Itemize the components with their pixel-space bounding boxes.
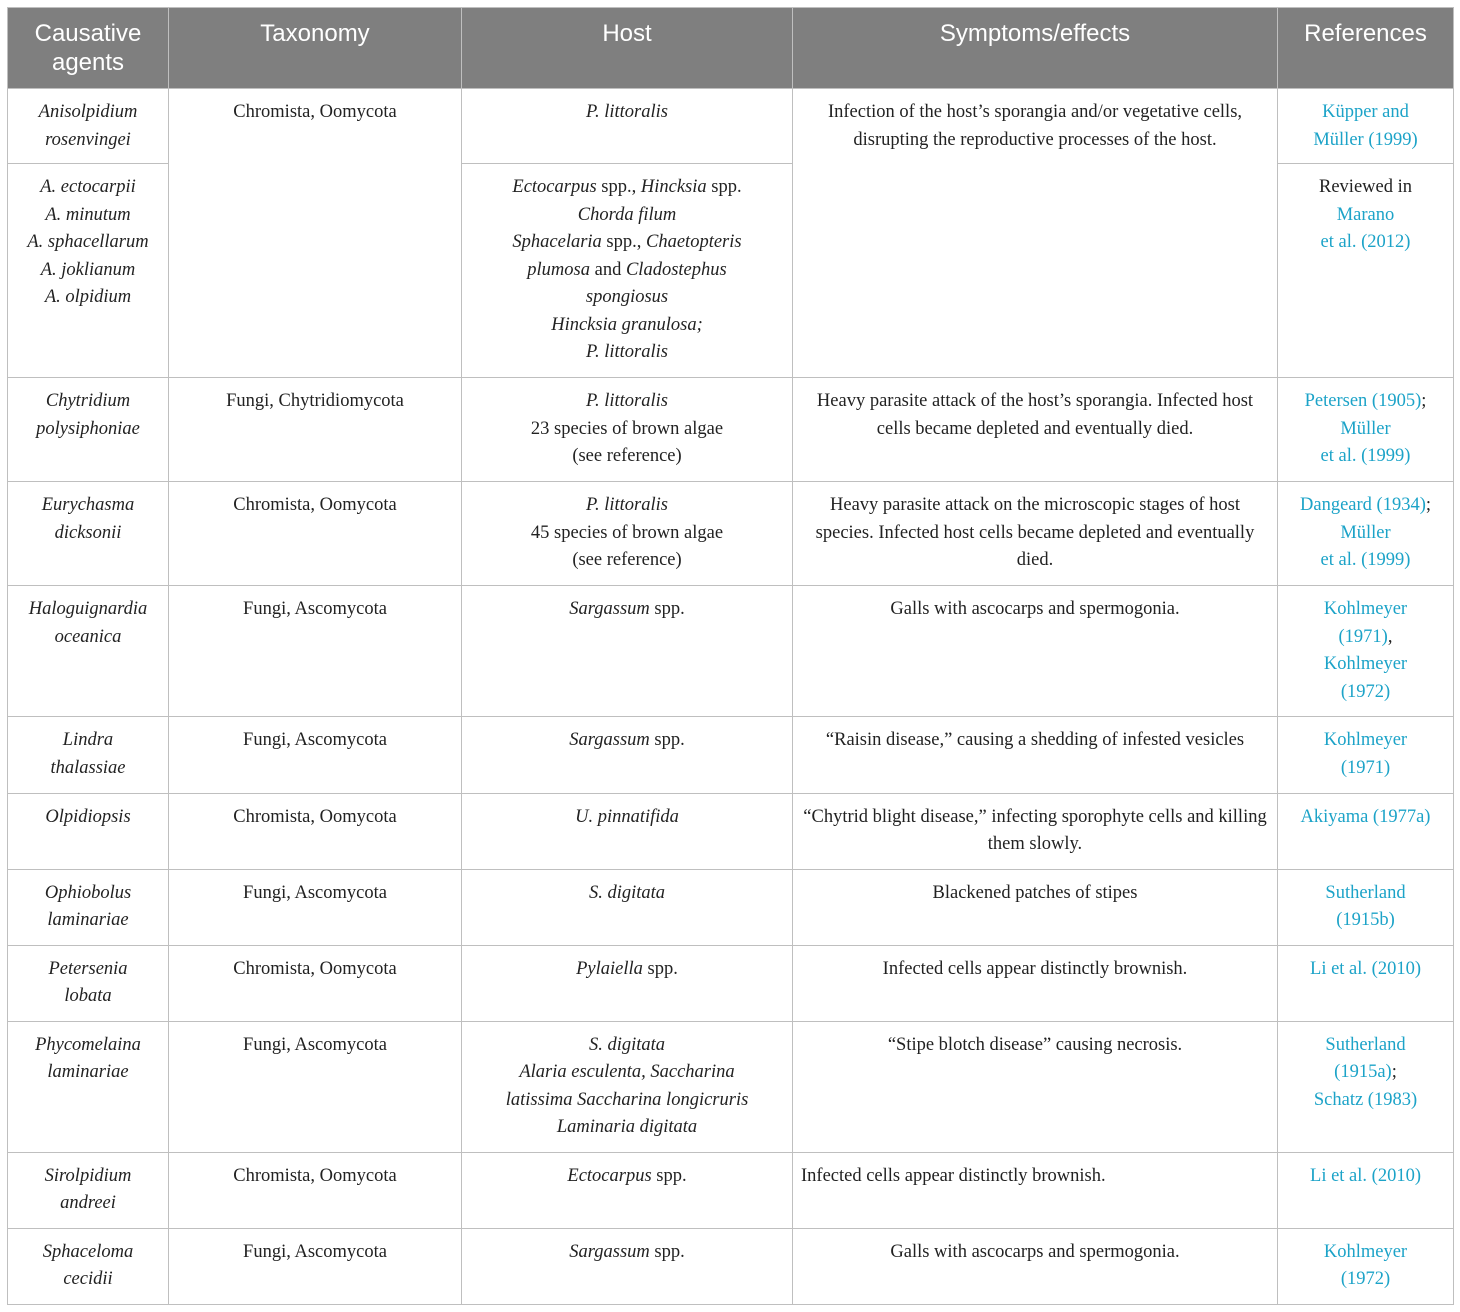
symptoms-cell: Heavy parasite attack of the host’s sporangia. Infected host cells became depleted and eventually died. xyxy=(793,378,1278,482)
host-species: P. littoralis xyxy=(586,102,668,122)
reference-link[interactable]: et al. (1999) xyxy=(1320,446,1411,467)
agent-name-line: Haloguignardia xyxy=(28,599,148,620)
symptoms-cell: Galls with ascocarps and spermogonia. xyxy=(793,586,1278,717)
host-species: Cladostephus xyxy=(625,259,727,280)
taxonomy-cell: Fungi, Ascomycota xyxy=(169,1228,462,1304)
agent-name-line: rosenvingei xyxy=(45,129,131,150)
reference-line xyxy=(1286,1059,1445,1087)
agent-name-line: A. joklianum xyxy=(40,259,136,280)
symptoms-cell: Infection of the host’s sporangia and/or vegetative cells, disrupting the reproductive processes of the host. xyxy=(793,89,1278,378)
reference-link[interactable]: Akiyama (1977a) xyxy=(1300,806,1431,827)
host-text: spp., xyxy=(596,177,641,198)
reference-link[interactable]: (1915a) xyxy=(1334,1062,1392,1083)
host-text: spp. xyxy=(642,958,678,979)
host-species: Hincksia xyxy=(640,177,707,198)
reference-line xyxy=(1286,99,1445,127)
agent-name-line: Sirolpidium xyxy=(44,1165,132,1186)
host-line xyxy=(470,1087,784,1115)
reference-line xyxy=(1286,127,1445,155)
agent-cell xyxy=(8,869,169,945)
reference-line xyxy=(1286,880,1445,908)
references-cell xyxy=(1278,717,1454,793)
agent-name-line: polysiphoniae xyxy=(36,418,140,439)
reference-link[interactable]: (1972) xyxy=(1340,1269,1391,1290)
reference-line xyxy=(1286,1266,1445,1294)
agent-name-line: thalassiae xyxy=(50,757,126,778)
host-text: spp. xyxy=(706,177,742,198)
host-species: latissima Saccharina longicruris xyxy=(505,1089,749,1110)
agent-cell xyxy=(8,945,169,1021)
host-text: spp. xyxy=(649,730,685,751)
reference-line xyxy=(1286,727,1445,755)
host-species: U. pinnatifida xyxy=(575,806,679,827)
agent-cell xyxy=(8,89,169,164)
reference-line xyxy=(1286,174,1445,202)
reference-line xyxy=(1286,547,1445,575)
symptoms-cell: “Stipe blotch disease” causing necrosis. xyxy=(793,1021,1278,1152)
host-species: Sphacelaria xyxy=(512,232,602,253)
taxonomy-cell: Chromista, Oomycota xyxy=(169,482,462,586)
host-text: 45 species of brown algae xyxy=(530,522,724,543)
host-line xyxy=(470,880,784,908)
host-cell xyxy=(462,869,793,945)
host-text: and xyxy=(590,259,626,280)
agent-name-line: oceanica xyxy=(54,626,122,647)
agent-name-line: laminariae xyxy=(47,1062,129,1083)
reference-link[interactable]: Kohlmeyer xyxy=(1323,1241,1408,1262)
symptoms-cell: Galls with ascocarps and spermogonia. xyxy=(793,1228,1278,1304)
reference-link[interactable]: Müller xyxy=(1340,522,1391,543)
reference-link[interactable]: Dangeard (1934) xyxy=(1300,495,1426,516)
host-text: spp., xyxy=(601,232,646,253)
agent-name-line: Olpidiopsis xyxy=(45,806,131,827)
reference-link[interactable]: Sutherland xyxy=(1325,882,1406,903)
host-line xyxy=(470,229,784,257)
agent-name-line: lobata xyxy=(64,986,112,1007)
reference-link[interactable]: et al. (1999) xyxy=(1320,550,1411,571)
agent-cell xyxy=(8,1152,169,1228)
host-text: spp. xyxy=(649,1241,685,1262)
reference-link[interactable]: (1971) xyxy=(1340,757,1391,778)
taxonomy-cell: Fungi, Ascomycota xyxy=(169,1021,462,1152)
reference-line xyxy=(1286,229,1445,257)
symptoms-cell: “Raisin disease,” causing a shedding of infested vesicles xyxy=(793,717,1278,793)
header-references: References xyxy=(1278,8,1454,89)
host-cell xyxy=(462,482,793,586)
table-row xyxy=(8,717,1454,793)
host-cell xyxy=(462,717,793,793)
reference-text: , xyxy=(1387,626,1393,647)
agent-name-line: andreei xyxy=(60,1193,116,1214)
table-row xyxy=(8,89,1454,164)
host-species: Sargassum xyxy=(569,599,650,620)
agent-cell xyxy=(8,164,169,378)
agent-name-line: laminariae xyxy=(47,910,129,931)
host-line xyxy=(470,312,784,340)
references-cell xyxy=(1278,1152,1454,1228)
host-species: Pylaiella xyxy=(576,958,643,979)
reference-link[interactable]: Kohlmeyer xyxy=(1323,654,1408,675)
host-line xyxy=(470,1239,784,1267)
reference-line xyxy=(1286,388,1445,416)
reference-line xyxy=(1286,596,1445,624)
host-cell xyxy=(462,1152,793,1228)
host-line xyxy=(470,202,784,230)
host-species: Hincksia granulosa; xyxy=(551,314,703,335)
host-line xyxy=(470,257,784,285)
host-line xyxy=(470,804,784,832)
reference-text: ; xyxy=(1421,391,1427,412)
reference-line xyxy=(1286,755,1445,783)
symptoms-cell: “Chytrid blight disease,” infecting sporophyte cells and killing them slowly. xyxy=(793,793,1278,869)
reference-line xyxy=(1286,416,1445,444)
reference-link[interactable]: Marano xyxy=(1336,204,1395,225)
table-row xyxy=(8,482,1454,586)
table-row xyxy=(8,793,1454,869)
host-line xyxy=(470,1032,784,1060)
agent-name-line: A. ectocarpii xyxy=(40,177,136,198)
reference-link[interactable]: Schatz (1983) xyxy=(1313,1089,1418,1110)
reference-line xyxy=(1286,1087,1445,1115)
host-species: Ectocarpus xyxy=(567,1165,652,1186)
agent-name-line: Chytridium xyxy=(45,391,131,412)
host-species: Sargassum xyxy=(569,1241,650,1262)
agent-name-line: A. sphacellarum xyxy=(27,232,149,253)
reference-line xyxy=(1286,679,1445,707)
host-species: spongiosus xyxy=(585,287,669,308)
agent-name-line: A. minutum xyxy=(45,204,131,225)
host-species: P. littoralis xyxy=(586,342,668,363)
agent-cell xyxy=(8,482,169,586)
disease-table xyxy=(7,7,1454,1305)
reference-line xyxy=(1286,624,1445,652)
symptoms-cell: Blackened patches of stipes xyxy=(793,869,1278,945)
reference-line xyxy=(1286,907,1445,935)
host-line xyxy=(470,443,784,471)
table-row xyxy=(8,1152,1454,1228)
reference-line xyxy=(1286,443,1445,471)
reference-text: ; xyxy=(1425,495,1431,516)
host-line xyxy=(470,416,784,444)
agent-name-line: Petersenia xyxy=(48,958,128,979)
taxonomy-cell: Chromista, Oomycota xyxy=(169,1152,462,1228)
header-taxonomy: Taxonomy xyxy=(169,8,462,89)
header-causative-agents: Causative agents xyxy=(8,8,169,89)
host-text: 23 species of brown algae xyxy=(530,418,724,439)
reference-line xyxy=(1286,1239,1445,1267)
table-row xyxy=(8,378,1454,482)
host-cell xyxy=(462,89,793,164)
host-species: Chorda filum xyxy=(577,204,677,225)
host-text: (see reference) xyxy=(572,446,682,467)
symptoms-cell: Infected cells appear distinctly brownish. xyxy=(793,1152,1278,1228)
symptoms-cell: Heavy parasite attack on the microscopic stages of host species. Infected host cells became depleted and eventually died. xyxy=(793,482,1278,586)
taxonomy-cell: Chromista, Oomycota xyxy=(169,793,462,869)
reference-text: Reviewed in xyxy=(1319,177,1412,198)
reference-link[interactable]: (1915b) xyxy=(1336,910,1395,931)
reference-link[interactable]: Kohlmeyer xyxy=(1323,730,1408,751)
reference-link[interactable]: Kohlmeyer xyxy=(1323,599,1408,620)
host-species: S. digitata xyxy=(588,882,666,903)
host-species: Sargassum xyxy=(569,730,650,751)
references-cell xyxy=(1278,378,1454,482)
host-line xyxy=(470,727,784,755)
host-cell xyxy=(462,1021,793,1152)
table-body xyxy=(8,89,1454,1305)
agent-name-line: Eurychasma xyxy=(41,495,135,516)
agent-name-line: cecidii xyxy=(63,1269,113,1290)
host-species: P. littoralis xyxy=(586,391,668,412)
agent-name-line: A. olpidium xyxy=(44,287,132,308)
taxonomy-cell: Fungi, Ascomycota xyxy=(169,586,462,717)
reference-text: ; xyxy=(1391,1062,1397,1083)
host-line xyxy=(470,492,784,520)
reference-link[interactable]: Li et al. (2010) xyxy=(1310,958,1421,979)
agent-cell xyxy=(8,1021,169,1152)
references-cell xyxy=(1278,89,1454,164)
host-species: Chaetopteris xyxy=(646,232,742,253)
references-cell xyxy=(1278,1228,1454,1304)
agent-cell xyxy=(8,586,169,717)
references-cell xyxy=(1278,793,1454,869)
header-host: Host xyxy=(462,8,793,89)
host-species: plumosa xyxy=(527,259,590,280)
host-text: (see reference) xyxy=(572,550,682,571)
host-line xyxy=(470,547,784,575)
symptoms-cell: Infected cells appear distinctly brownish. xyxy=(793,945,1278,1021)
table-header xyxy=(8,8,1454,89)
reference-line xyxy=(1286,520,1445,548)
reference-line xyxy=(1286,492,1445,520)
taxonomy-cell: Fungi, Ascomycota xyxy=(169,869,462,945)
agent-cell xyxy=(8,1228,169,1304)
agent-name-line: Anisolpidium xyxy=(38,102,138,122)
reference-line xyxy=(1286,1163,1445,1191)
references-cell xyxy=(1278,945,1454,1021)
host-line xyxy=(470,174,784,202)
taxonomy-cell: Fungi, Chytridiomycota xyxy=(169,378,462,482)
table-row xyxy=(8,586,1454,717)
taxonomy-cell: Chromista, Oomycota xyxy=(169,89,462,378)
agent-name-line: Lindra xyxy=(62,730,114,751)
host-line xyxy=(470,520,784,548)
header-symptoms: Symptoms/effects xyxy=(793,8,1278,89)
host-cell xyxy=(462,586,793,717)
agent-cell xyxy=(8,793,169,869)
references-cell xyxy=(1278,586,1454,717)
reference-line xyxy=(1286,651,1445,679)
host-line xyxy=(470,339,784,367)
host-line xyxy=(470,1114,784,1142)
host-line xyxy=(470,596,784,624)
table-row xyxy=(8,1021,1454,1152)
host-line xyxy=(470,956,784,984)
host-species: S. digitata xyxy=(588,1034,666,1055)
reference-link[interactable]: Müller (1999) xyxy=(1313,129,1418,150)
reference-line xyxy=(1286,202,1445,230)
agent-name-line: Phycomelaina xyxy=(35,1034,141,1055)
reference-link[interactable]: Müller xyxy=(1340,418,1391,439)
reference-link[interactable]: (1971) xyxy=(1338,626,1388,647)
host-cell xyxy=(462,1228,793,1304)
reference-line xyxy=(1286,1032,1445,1060)
reference-link[interactable]: Petersen (1905) xyxy=(1304,391,1422,412)
host-species: Ectocarpus xyxy=(512,177,597,198)
table-row xyxy=(8,869,1454,945)
host-text: spp. xyxy=(651,1165,687,1186)
references-cell xyxy=(1278,1021,1454,1152)
reference-link[interactable]: Küpper and xyxy=(1322,102,1409,122)
table-row xyxy=(8,945,1454,1021)
host-species: P. littoralis xyxy=(586,495,668,516)
reference-link[interactable]: et al. (2012) xyxy=(1320,232,1411,253)
host-text: spp. xyxy=(649,599,685,620)
agent-name-line: Sphaceloma xyxy=(42,1241,134,1262)
host-species: Laminaria digitata xyxy=(556,1117,698,1138)
reference-line xyxy=(1286,956,1445,984)
table-row xyxy=(8,1228,1454,1304)
reference-line xyxy=(1286,804,1445,832)
host-species: Alaria esculenta, Saccharina xyxy=(519,1062,735,1083)
references-cell xyxy=(1278,482,1454,586)
references-cell xyxy=(1278,869,1454,945)
reference-link[interactable]: Li et al. (2010) xyxy=(1310,1165,1421,1186)
host-line xyxy=(470,1163,784,1191)
host-line xyxy=(470,284,784,312)
host-line xyxy=(470,1059,784,1087)
taxonomy-cell: Chromista, Oomycota xyxy=(169,945,462,1021)
taxonomy-cell: Fungi, Ascomycota xyxy=(169,717,462,793)
agent-name-line: dicksonii xyxy=(54,522,122,543)
host-line xyxy=(470,99,784,127)
host-line xyxy=(470,388,784,416)
host-cell xyxy=(462,945,793,1021)
agent-name-line: Ophiobolus xyxy=(44,882,132,903)
agent-cell xyxy=(8,717,169,793)
host-cell xyxy=(462,164,793,378)
reference-link[interactable]: (1972) xyxy=(1340,681,1391,702)
references-cell xyxy=(1278,164,1454,378)
host-cell xyxy=(462,793,793,869)
agent-cell xyxy=(8,378,169,482)
reference-link[interactable]: Sutherland xyxy=(1325,1034,1406,1055)
host-cell xyxy=(462,378,793,482)
